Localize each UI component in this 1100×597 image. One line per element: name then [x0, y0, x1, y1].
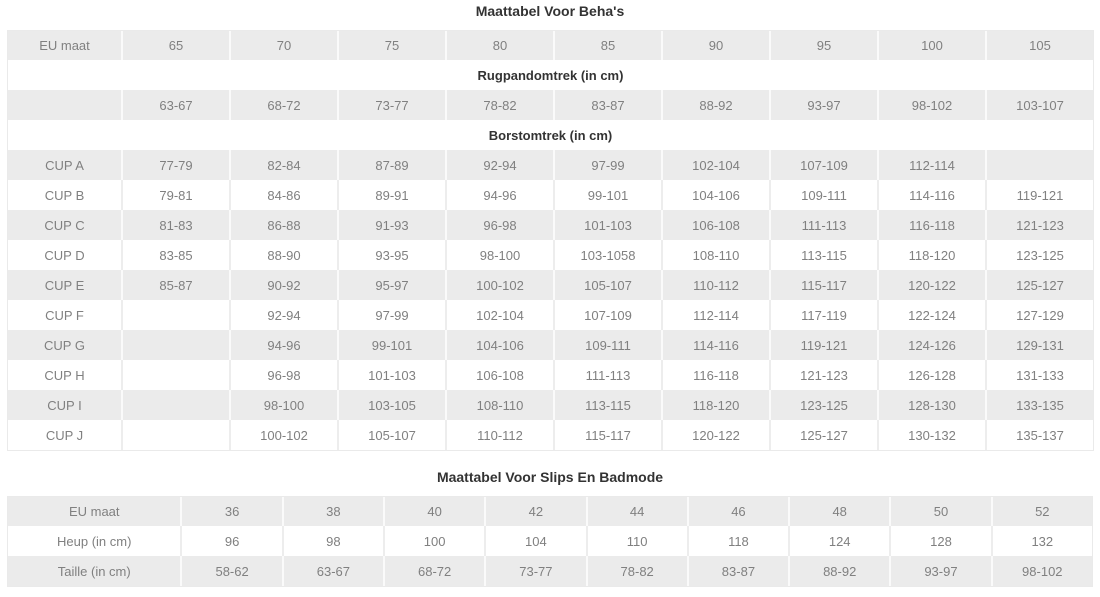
table-cell: 78-82: [445, 90, 553, 120]
row-label-cell: EU maat: [8, 31, 121, 60]
table-cell: 84-86: [229, 180, 337, 210]
table-cell: 127-129: [985, 300, 1093, 330]
table-cell: 73-77: [484, 556, 585, 586]
table-cell: 108-110: [445, 390, 553, 420]
table-cell: 92-94: [229, 300, 337, 330]
table-cell: 98: [282, 526, 383, 556]
table-cell: 112-114: [661, 300, 769, 330]
table-cell: 98-102: [877, 90, 985, 120]
table-cell: 135-137: [985, 420, 1093, 450]
row-label-cell: CUP B: [8, 180, 121, 210]
table-row: [8, 90, 1093, 120]
table-cell: 120-122: [877, 270, 985, 300]
table-row: [8, 556, 1092, 586]
row-label-cell: CUP I: [8, 390, 121, 420]
table-cell: 116-118: [661, 360, 769, 390]
table-cell: 102-104: [661, 150, 769, 180]
table-cell: 119-121: [985, 180, 1093, 210]
row-label-cell: CUP A: [8, 150, 121, 180]
table-cell: 128: [889, 526, 990, 556]
table-cell: 103-105: [337, 390, 445, 420]
table-cell: 96-98: [445, 210, 553, 240]
table-cell: 124: [788, 526, 889, 556]
table-cell: 114-116: [877, 180, 985, 210]
table-cell: 105: [985, 31, 1093, 60]
table-cell: 105-107: [337, 420, 445, 450]
table-cell: 87-89: [337, 150, 445, 180]
table-cell: 107-109: [769, 150, 877, 180]
table-cell: 110-112: [661, 270, 769, 300]
table-row: [8, 300, 1093, 330]
table-cell: 123-125: [985, 240, 1093, 270]
slips-table-title: Maattabel Voor Slips En Badmode: [436, 469, 664, 485]
table-cell: 79-81: [121, 180, 229, 210]
table-cell: 52: [991, 497, 1092, 526]
table-cell: 38: [282, 497, 383, 526]
table-cell: 68-72: [383, 556, 484, 586]
table-cell: 114-116: [661, 330, 769, 360]
table-cell: 122-124: [877, 300, 985, 330]
row-label-cell: CUP C: [8, 210, 121, 240]
table-cell: [121, 420, 229, 450]
table-cell: 63-67: [121, 90, 229, 120]
table-cell: 125-127: [769, 420, 877, 450]
table-cell: 44: [586, 497, 687, 526]
table-cell: 100: [383, 526, 484, 556]
table-cell: 113-115: [769, 240, 877, 270]
section-heading: Borstomtrek (in cm): [8, 120, 1093, 150]
row-label-cell: CUP D: [8, 240, 121, 270]
table-cell: 98-100: [229, 390, 337, 420]
table-cell: 83-87: [687, 556, 788, 586]
row-label-cell: Taille (in cm): [8, 556, 180, 586]
table-cell: 98-102: [991, 556, 1092, 586]
table-cell: 100-102: [229, 420, 337, 450]
table-row: [8, 497, 1092, 526]
table-cell: 112-114: [877, 150, 985, 180]
row-label-cell: CUP F: [8, 300, 121, 330]
table-cell: 86-88: [229, 210, 337, 240]
row-label-cell: [8, 90, 121, 120]
table-cell: 91-93: [337, 210, 445, 240]
table-cell: 97-99: [553, 150, 661, 180]
table-cell: 121-123: [769, 360, 877, 390]
table-cell: 100: [877, 31, 985, 60]
table-row: [8, 330, 1093, 360]
table-cell: 85: [553, 31, 661, 60]
table-row: [8, 31, 1093, 60]
table-cell: 106-108: [445, 360, 553, 390]
table-cell: 110-112: [445, 420, 553, 450]
table-row: [8, 526, 1092, 556]
table-cell: 75: [337, 31, 445, 60]
table-cell: 89-91: [337, 180, 445, 210]
table-cell: [121, 360, 229, 390]
table-cell: 90-92: [229, 270, 337, 300]
table-cell: 88-92: [788, 556, 889, 586]
table-cell: 83-85: [121, 240, 229, 270]
table-cell: 70: [229, 31, 337, 60]
table-cell: 115-117: [769, 270, 877, 300]
table-cell: 42: [484, 497, 585, 526]
bra-table-body: [8, 31, 1093, 450]
table-cell: 110: [586, 526, 687, 556]
row-label-cell: CUP H: [8, 360, 121, 390]
table-cell: 132: [991, 526, 1092, 556]
table-cell: 118: [687, 526, 788, 556]
table-cell: 113-115: [553, 390, 661, 420]
table-cell: 107-109: [553, 300, 661, 330]
table-cell: 36: [180, 497, 281, 526]
table-cell: 46: [687, 497, 788, 526]
table-row: [8, 360, 1093, 390]
table-cell: 123-125: [769, 390, 877, 420]
table-cell: 101-103: [337, 360, 445, 390]
table-cell: 82-84: [229, 150, 337, 180]
section-row: [8, 120, 1093, 150]
slips-table-body: [8, 497, 1092, 586]
table-cell: 58-62: [180, 556, 281, 586]
table-cell: 106-108: [661, 210, 769, 240]
table-cell: 101-103: [553, 210, 661, 240]
table-cell: 99-101: [337, 330, 445, 360]
table-cell: 85-87: [121, 270, 229, 300]
table-row: [8, 270, 1093, 300]
table-cell: 111-113: [553, 360, 661, 390]
table-cell: 65: [121, 31, 229, 60]
table-cell: 129-131: [985, 330, 1093, 360]
table-cell: 94-96: [229, 330, 337, 360]
table-cell: 50: [889, 497, 990, 526]
table-cell: 88-90: [229, 240, 337, 270]
table-cell: 118-120: [661, 390, 769, 420]
table-cell: 68-72: [229, 90, 337, 120]
table-cell: 108-110: [661, 240, 769, 270]
table-cell: 94-96: [445, 180, 553, 210]
table-row: [8, 150, 1093, 180]
table-cell: 121-123: [985, 210, 1093, 240]
bra-size-table: [7, 30, 1094, 451]
table-cell: 131-133: [985, 360, 1093, 390]
table-cell: 96: [180, 526, 281, 556]
bra-table-title: Maattabel Voor Beha's: [475, 3, 625, 19]
table-cell: 115-117: [553, 420, 661, 450]
table-cell: 100-102: [445, 270, 553, 300]
section-heading: Rugpandomtrek (in cm): [8, 60, 1093, 90]
table-cell: 93-97: [889, 556, 990, 586]
section-row: [8, 60, 1093, 90]
table-cell: 118-120: [877, 240, 985, 270]
table-cell: 103-107: [985, 90, 1093, 120]
table-cell: 81-83: [121, 210, 229, 240]
table-cell: 105-107: [553, 270, 661, 300]
table-cell: 93-97: [769, 90, 877, 120]
table-cell: 97-99: [337, 300, 445, 330]
table-cell: 126-128: [877, 360, 985, 390]
table-row: [8, 180, 1093, 210]
table-cell: 130-132: [877, 420, 985, 450]
table-cell: [121, 300, 229, 330]
table-cell: 40: [383, 497, 484, 526]
table-cell: 77-79: [121, 150, 229, 180]
table-cell: 111-113: [769, 210, 877, 240]
table-cell: 88-92: [661, 90, 769, 120]
table-cell: 117-119: [769, 300, 877, 330]
row-label-cell: CUP E: [8, 270, 121, 300]
table-cell: 95: [769, 31, 877, 60]
table-row: [8, 240, 1093, 270]
table-cell: 99-101: [553, 180, 661, 210]
table-cell: 104: [484, 526, 585, 556]
table-cell: 128-130: [877, 390, 985, 420]
table-cell: 92-94: [445, 150, 553, 180]
table-cell: 96-98: [229, 360, 337, 390]
table-cell: 102-104: [445, 300, 553, 330]
table-cell: 90: [661, 31, 769, 60]
table-cell: 133-135: [985, 390, 1093, 420]
table-cell: 109-111: [553, 330, 661, 360]
table-cell: 124-126: [877, 330, 985, 360]
row-label-cell: Heup (in cm): [8, 526, 180, 556]
table-cell: 83-87: [553, 90, 661, 120]
table-cell: 93-95: [337, 240, 445, 270]
table-cell: 73-77: [337, 90, 445, 120]
table-cell: 119-121: [769, 330, 877, 360]
table-cell: 98-100: [445, 240, 553, 270]
table-cell: 78-82: [586, 556, 687, 586]
table-cell: [121, 390, 229, 420]
table-cell: 109-111: [769, 180, 877, 210]
table-cell: [985, 150, 1093, 180]
table-cell: 48: [788, 497, 889, 526]
row-label-cell: EU maat: [8, 497, 180, 526]
table-row: [8, 420, 1093, 450]
table-cell: [121, 330, 229, 360]
table-cell: 103-1058: [553, 240, 661, 270]
row-label-cell: CUP G: [8, 330, 121, 360]
table-cell: 120-122: [661, 420, 769, 450]
row-label-cell: CUP J: [8, 420, 121, 450]
slips-size-table: [7, 496, 1093, 587]
table-cell: 104-106: [445, 330, 553, 360]
table-row: [8, 390, 1093, 420]
table-cell: 125-127: [985, 270, 1093, 300]
table-cell: 80: [445, 31, 553, 60]
table-cell: 104-106: [661, 180, 769, 210]
table-cell: 95-97: [337, 270, 445, 300]
table-row: [8, 210, 1093, 240]
table-cell: 116-118: [877, 210, 985, 240]
table-cell: 63-67: [282, 556, 383, 586]
